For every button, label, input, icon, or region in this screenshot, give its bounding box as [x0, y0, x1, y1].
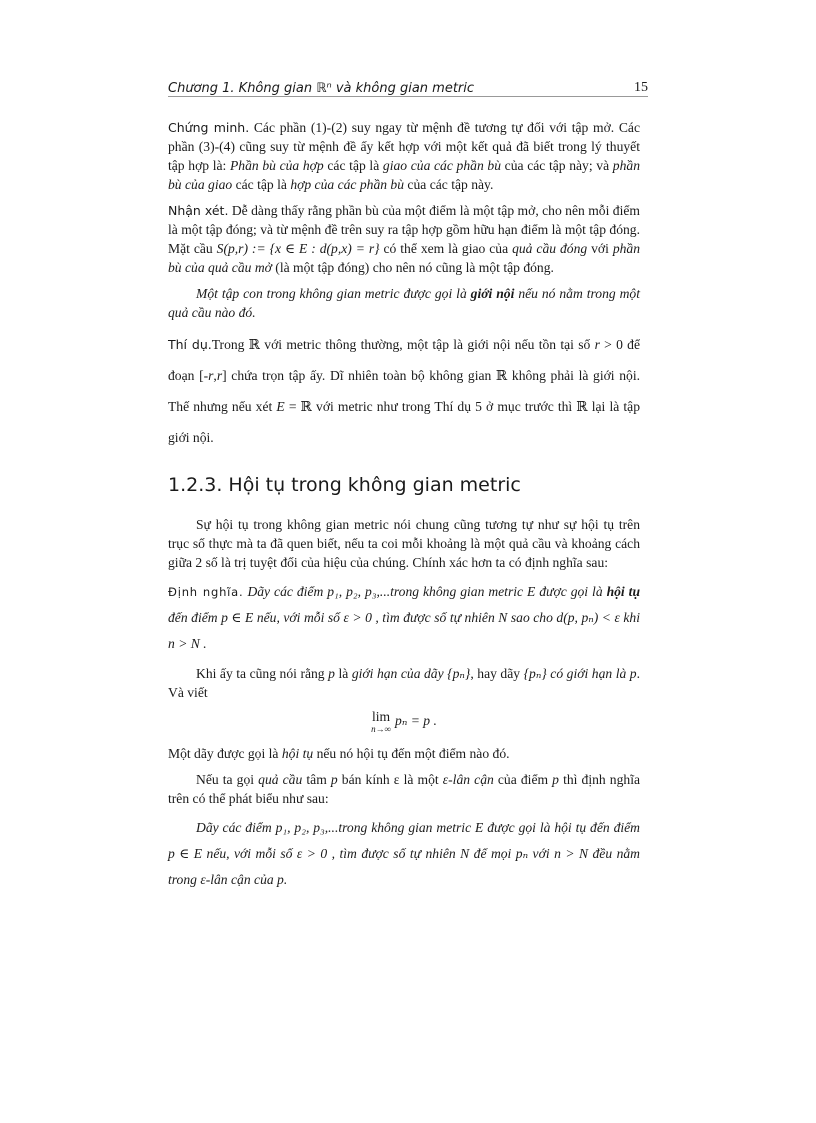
remark-lead: Nhận xét.	[168, 203, 229, 218]
chapter-title: Chương 1. Không gian ℝⁿ và không gian metric	[168, 81, 475, 96]
bounded-definition: Một tập con trong không gian metric được gọi là giới nội nếu nó nằm trong một quả cầu nào đó.	[168, 286, 640, 320]
sphere-formula: S(p,r) := {x ∈ E : d(p,x) = r}	[216, 241, 380, 256]
intro-paragraph: Sự hội tụ trong không gian metric nói chung cũng tương tự như sự hội tụ trên trục số thực mà ta đã quen biết, nếu ta coi mỗi khoảng là một quả cầu và khoảng cách giữa 2 số là trị tuyệt đối của hiệu của chúng. Chính xác hơn ta có định nghĩa sau:	[168, 517, 640, 570]
page-number: 15	[634, 80, 648, 95]
lim-subscript: n→∞	[371, 724, 392, 734]
example-paragraph: Thí dụ.Trong ℝ với metric thông thường, một tập là giới nội nếu tồn tại số r > 0 để đoạn [-r,r] chứa trọn tập ấy. Dĩ nhiên toàn bộ không gian ℝ không phải là giới nội. Thế nhưng nếu xét E = ℝ với metric như trong Thí dụ 5 ở mục trước thì ℝ lại là tập giới nội.	[168, 337, 640, 445]
definition-lead: Định nghĩa.	[168, 585, 244, 599]
running-header	[168, 74, 648, 97]
example-lead: Thí dụ.	[168, 337, 212, 352]
convergence-definition: Định nghĩa. Dãy các điểm p₁, p₂, p₃,...trong không gian metric E được gọi là hội tụ đến điểm p ∈ E nếu, với mỗi số ε > 0 , tìm được số tự nhiên N sao cho d(p, pₙ) < ε khi n > N .	[168, 584, 641, 651]
proof-lead: Chứng minh.	[168, 120, 250, 135]
lim-expression: pₙ = p .	[395, 713, 437, 729]
limit-formula	[168, 710, 640, 734]
page-body	[168, 118, 640, 900]
limit-paragraph: Khi ấy ta cũng nói rằng p là giới hạn của dãy {pₙ}, hay dãy {pₙ} có giới hạn là p. Và viết	[168, 666, 641, 700]
convergent-sequence-paragraph: Một dãy được gọi là hội tụ nếu nó hội tụ đến một điểm nào đó.	[168, 746, 510, 761]
remark-paragraph: Nhận xét. Dễ dàng thấy rằng phần bù của một điểm là một tập mở, cho nên mỗi điểm là một tập đóng; và từ mệnh đề trên suy ra tập hợp gồm hữu hạn điểm là một tập đóng. Mặt cầu S(p,r) := {x ∈ E : d(p,x) = r} có thể xem là giao của quả cầu đóng với phần bù của quả cầu mở (là một tập đóng) cho nên nó cũng là một tập đóng.	[168, 203, 641, 275]
section-heading: 1.2.3. Hội tụ trong không gian metric	[168, 474, 521, 496]
neighborhood-paragraph: Nếu ta gọi quả cầu tâm p bán kính ε là một ε-lân cận của điểm p thì định nghĩa trên có thể phát biểu như sau:	[168, 772, 641, 806]
lim-operator: lim	[371, 709, 391, 724]
convergent-term: hội tụ	[606, 584, 641, 599]
bounded-term: giới nội	[470, 286, 515, 301]
restated-definition: Dãy các điểm p₁, p₂, p₃,...trong không gian metric E được gọi là hội tụ đến điểm p ∈ E nếu, với mỗi số ε > 0 , tìm được số tự nhiên N để mọi pₙ với n > N đều nằm trong ε-lân cận của p.	[168, 820, 640, 887]
proof-paragraph: Chứng minh. Các phần (1)-(2) suy ngay từ mệnh đề tương tự đối với tập mở. Các phần (3)-(4) cũng suy từ mệnh đề ấy kết hợp với một kết quả đã biết trong lý thuyết tập hợp là: Phần bù của hợp các tập là giao của các phần bù của các tập này; và phần bù của giao các tập là hợp của các phần bù của các tập này.	[168, 120, 640, 192]
